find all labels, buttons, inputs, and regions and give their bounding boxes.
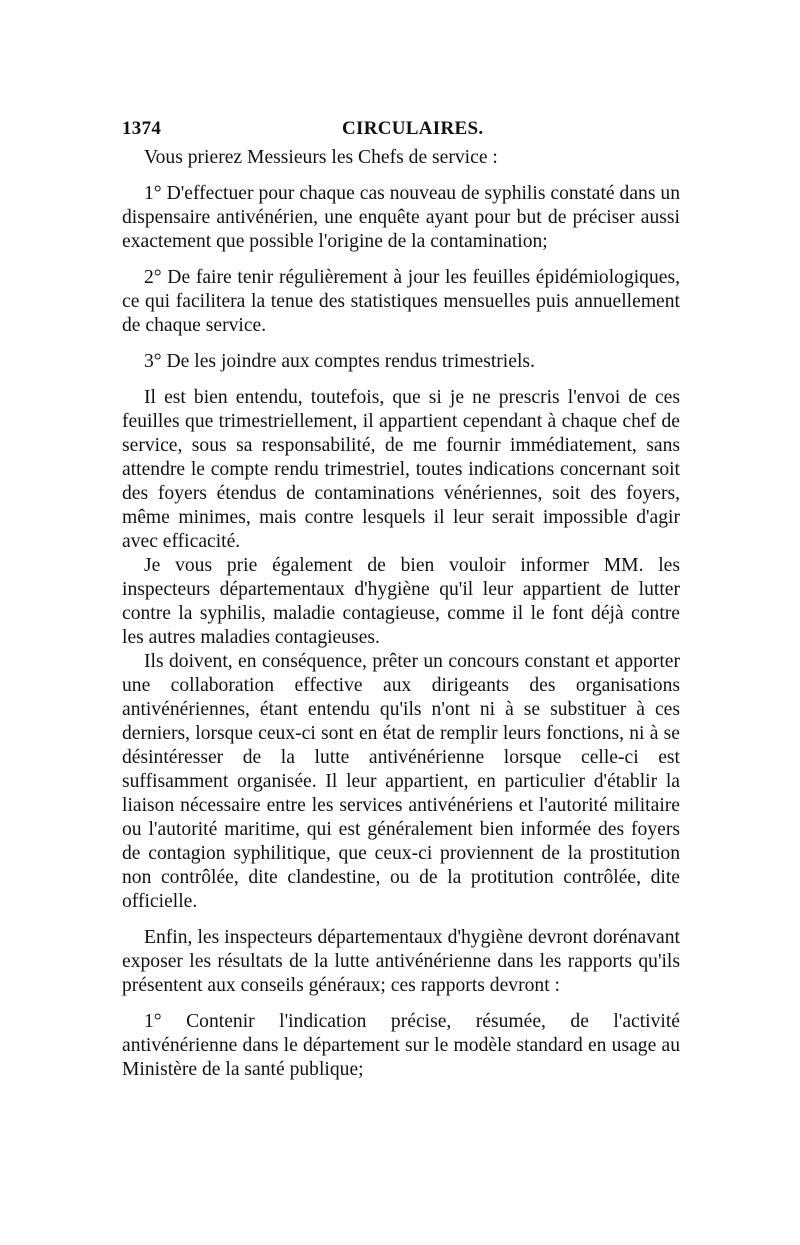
paragraph-concours: Ils doivent, en conséquence, prêter un concours constant et apporter une collaboration effective aux dirigeants des organisations antivénériennes, étant entendu qu'ils n'ont ni à se substituer à ces derniers, lorsque ceux-ci sont en état de remplir leurs fonctions, ni à se désintéresser de la lutte antivénérienne lorsque celle-ci est suffisamment organisée. Il leur appartient, en particulier d'établir la liaison nécessaire entre les services antivénériens et l'autorité militaire ou l'autorité maritime, qui est généralement bien informée des foyers de contagion syphilitique, que ceux-ci proviennent de la prostitution non contrôlée, dite clandestine, ou de la protitution contrôlée, dite officielle. — [122, 651, 680, 912]
paragraph-inspecteurs: Je vous prie également de bien vouloir informer MM. les inspecteurs départementaux d'hygiène qu'il leur appartient de lutter contre la syphilis, maladie contagieuse, comme il le font déjà contre les autres maladies contagieuses. — [122, 555, 680, 648]
running-title: CIRCULAIRES. — [342, 118, 484, 139]
paragraph-item-2: 2° De faire tenir régulièrement à jour les feuilles épidémiologiques, ce qui facilitera la tenue des statistiques mensuelles puis annuellement de chaque service. — [122, 267, 680, 336]
document-page — [122, 118, 680, 1082]
page-number: 1374 — [122, 118, 162, 139]
page-header — [122, 118, 680, 142]
paragraph-item-3: 3° De les joindre aux comptes rendus trimestriels. — [144, 351, 535, 372]
paragraph-item-1: 1° D'effectuer pour chaque cas nouveau de syphilis constaté dans un dispensaire antivénérien, une enquête ayant pour but de préciser aussi exactement que possible l'origine de la contamination; — [122, 183, 680, 252]
paragraph-intro: Vous prierez Messieurs les Chefs de service : — [144, 147, 498, 168]
paragraph-feuilles: Il est bien entendu, toutefois, que si je ne prescris l'envoi de ces feuilles que trimestriellement, il appartient cependant à chaque chef de service, sous sa responsabilité, de me fournir immédiatement, sans attendre le compte rendu trimestriel, toutes indications concernant soit des foyers étendus de contaminations vénériennes, soit des foyers, même minimes, mais contre lesquels il leur serait impossible d'agir avec efficacité. — [122, 387, 680, 552]
body-text — [122, 146, 680, 1082]
paragraph-enfin: Enfin, les inspecteurs départementaux d'hygiène devront dorénavant exposer les résultats de la lutte antivénérienne dans les rapports qu'ils présentent aux conseils généraux; ces rapports devront : — [122, 927, 680, 996]
paragraph-contenir: 1° Contenir l'indication précise, résumée, de l'activité antivénérienne dans le département sur le modèle standard en usage au Ministère de la santé publique; — [122, 1011, 680, 1080]
